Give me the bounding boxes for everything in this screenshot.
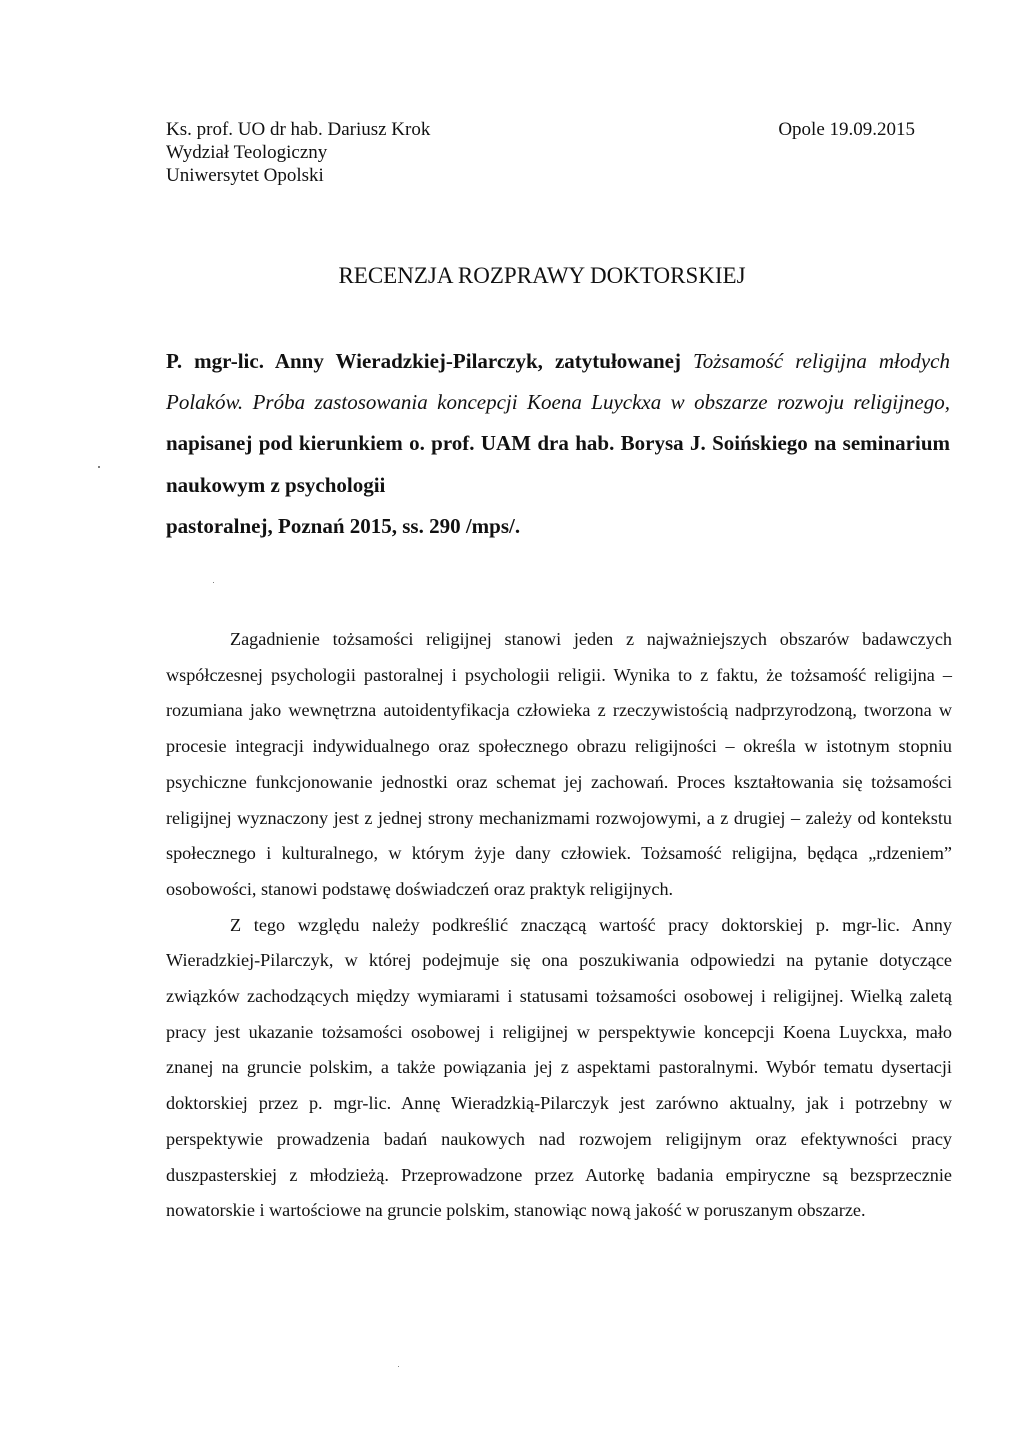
scan-speck	[398, 1366, 399, 1367]
document-title: RECENZJA ROZPRAWY DOKTORSKIEJ	[338, 263, 746, 288]
subject-publication: pastoralnej, Poznań 2015, ss. 290 /mps/.	[166, 513, 521, 538]
paragraph: Zagadnienie tożsamości religijnej stanowi jeden z najważniejszych obszarów badawczych współczesnej psychologii pastoralnej i psychologii religii. Wynika to z faktu, że tożsamość religijna – rozumiana jako wewnętrzna autoidentyfikacja człowieka z rzeczywistością nadprzyrodzoną, tworzona w procesie integracji indywidualnego oraz społecznego obrazu religijności – określa w istotnym stopniu psychiczne funkcjonowanie jednostki oraz schemat jej zachowań. Proces kształtowania się tożsamości religijnej wyznaczony jest z jednej strony mechanizmami rozwojowymi, a z drugiej – zależy od kontekstu społecznego i kulturalnego, w którym żyje dany człowiek. Tożsamość religijna, będąca „rdzeniem” osobowości, stanowi podstawę doświadczeń oraz praktyk religijnych.	[166, 629, 952, 899]
reviewer-faculty: Wydział Teologiczny	[166, 142, 328, 163]
reviewer-name: Ks. prof. UO dr hab. Dariusz Krok	[166, 119, 431, 140]
reviewer-university: Uniwersytet Opolski	[166, 165, 324, 186]
reviewer-block	[166, 118, 430, 187]
subject-details: napisanej pod kierunkiem o. prof. UAM dra hab. Borysa J. Soińskiego na seminarium naukowym z psychologii	[166, 431, 950, 497]
scan-speck	[98, 466, 100, 468]
review-subject	[166, 341, 950, 547]
place-date: Opole 19.09.2015	[778, 119, 915, 140]
scan-speck	[213, 582, 214, 583]
paragraph: Z tego względu należy podkreślić znaczącą wartość pracy doktorskiej p. mgr-lic. Anny Wieradzkiej-Pilarczyk, w której podejmuje się ona poszukiwania odpowiedzi na pytanie dotyczące związków zachodzących między wymiarami i statusami tożsamości osobowej i religijnej. Wielką zaletą pracy jest ukazanie tożsamości osobowej i religijnej w perspektywie koncepcji Koena Luyckxa, mało znanej na gruncie polskim, a także powiązania jej z aspektami pastoralnymi. Wybór tematu dysertacji doktorskiej przez p. mgr-lic. Annę Wieradzkią-Pilarczyk jest zarówno aktualny, jak i potrzebny w perspektywie prowadzenia badań naukowych nad rozwojem religijnym oraz efektywności pracy duszpasterskiej z młodzieżą. Przeprowadzone przez Autorkę badania empiryczne są bezsprzecznie nowatorskie i wartościowe na gruncie polskim, stanowiąc nową jakość w poruszanym obszarze.	[166, 914, 952, 1221]
dissertation-title: Tożsamość religijna młodych Polaków. Próba zastosowania koncepcji Koena Luyckxa w obszarze rozwoju religijnego,	[166, 349, 950, 415]
review-body	[166, 622, 952, 1229]
subject-author: P. mgr-lic. Anny Wieradzkiej-Pilarczyk, zatytułowanej	[166, 349, 693, 373]
